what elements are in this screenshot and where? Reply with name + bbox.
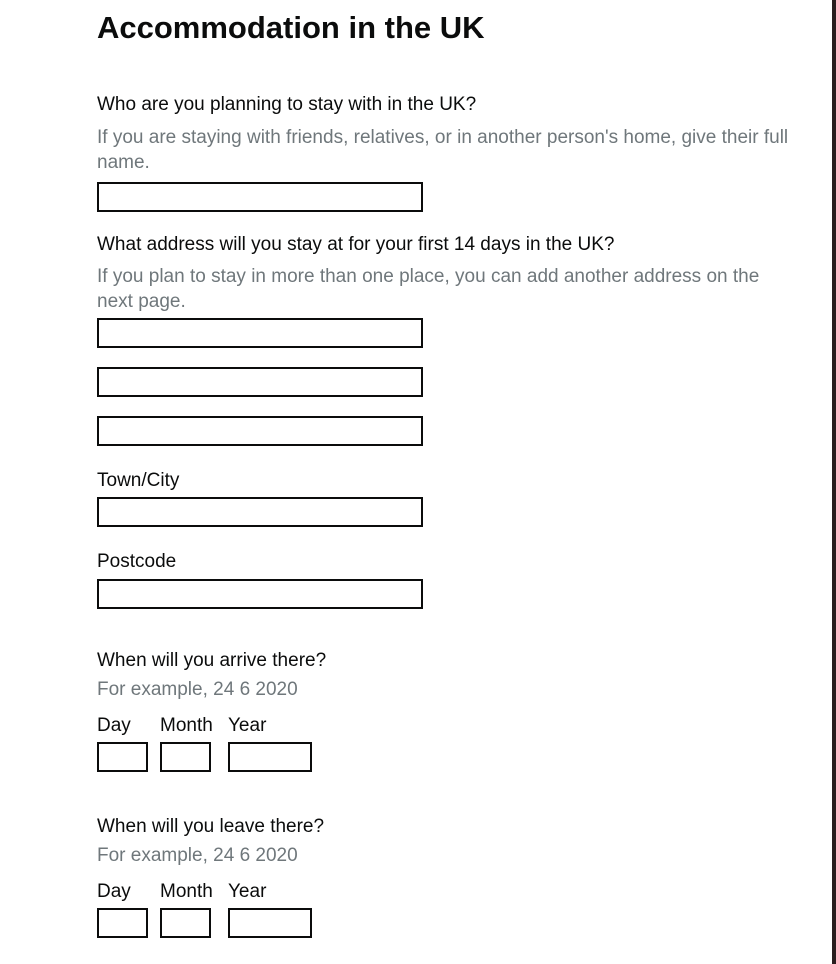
leave-month-input[interactable] (160, 908, 211, 938)
postcode-label: Postcode (97, 551, 177, 572)
postcode-input[interactable] (97, 579, 423, 609)
arrive-date-hint: For example, 24 6 2020 (97, 679, 298, 700)
leave-month-field (160, 882, 211, 938)
arrive-day-label: Day (97, 715, 131, 736)
address-group (97, 235, 789, 609)
leave-question: When will you leave there? (97, 816, 325, 837)
leave-month-label: Month (160, 881, 213, 902)
town-city-input[interactable] (97, 497, 423, 527)
leave-day-field (97, 882, 148, 938)
arrive-day-field (97, 716, 148, 772)
arrive-year-input[interactable] (228, 742, 312, 772)
leave-year-field (228, 882, 312, 938)
stay-with-group (97, 95, 789, 212)
leave-day-input[interactable] (97, 908, 148, 938)
page-title: Accommodation in the UK (97, 10, 485, 45)
form-content (97, 0, 789, 938)
stay-with-input[interactable] (97, 182, 423, 212)
leave-day-label: Day (97, 881, 131, 902)
leave-date-row (97, 882, 789, 938)
arrive-year-field (228, 716, 312, 772)
stay-with-hint: If you are staying with friends, relatives, or in another person's home, give their full name. (97, 127, 789, 173)
town-city-label: Town/City (97, 470, 180, 491)
arrive-date-row (97, 716, 789, 772)
arrive-question: When will you arrive there? (97, 650, 327, 671)
address-question: What address will you stay at for your first 14 days in the UK? (97, 234, 615, 255)
address-line2-input[interactable] (97, 367, 423, 397)
arrive-month-label: Month (160, 715, 213, 736)
arrive-year-label: Year (228, 715, 267, 736)
leave-date-hint: For example, 24 6 2020 (97, 845, 298, 866)
arrive-month-input[interactable] (160, 742, 211, 772)
leave-year-label: Year (228, 881, 267, 902)
address-hint: If you plan to stay in more than one place, you can add another address on the next page. (97, 266, 760, 312)
stay-with-question: Who are you planning to stay with in the UK? (97, 94, 477, 115)
address-line3-input[interactable] (97, 416, 423, 446)
address-line1-input[interactable] (97, 318, 423, 348)
arrive-day-input[interactable] (97, 742, 148, 772)
arrive-date-group (97, 651, 789, 772)
leave-date-group (97, 817, 789, 938)
leave-year-input[interactable] (228, 908, 312, 938)
arrive-month-field (160, 716, 211, 772)
page-edge-line (832, 0, 836, 964)
